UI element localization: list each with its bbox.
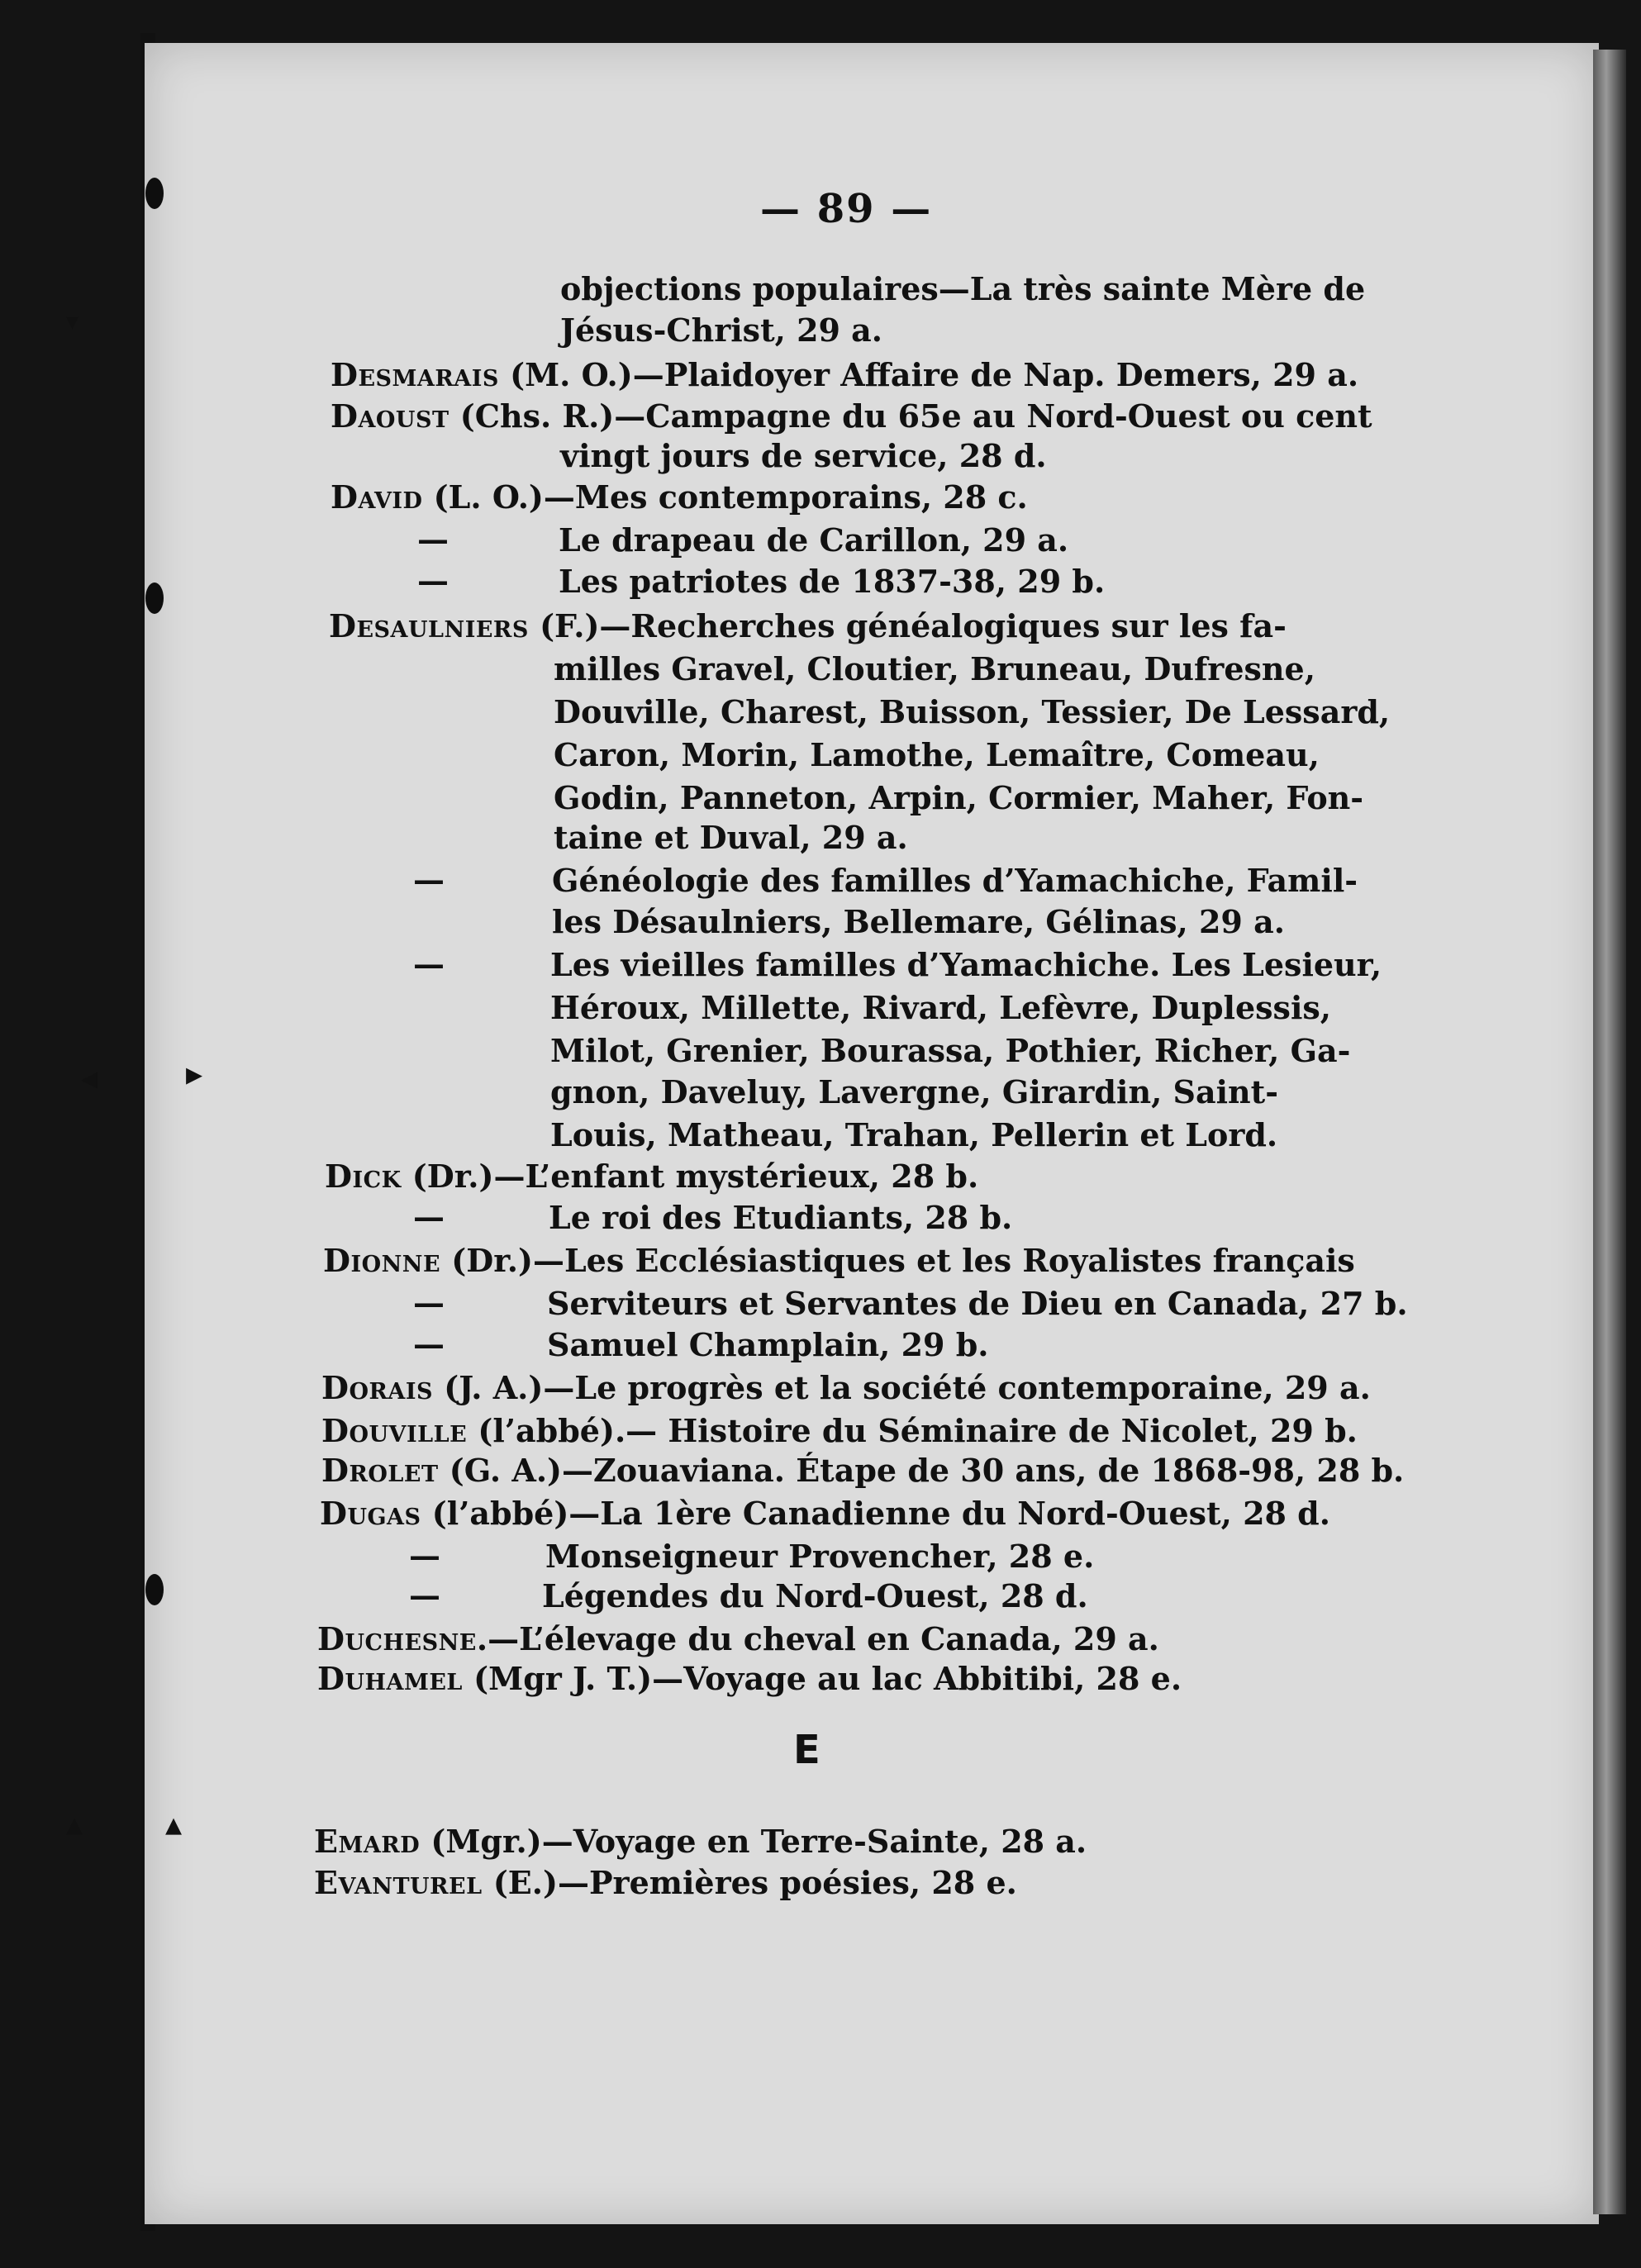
ditto-dash: —	[413, 1198, 445, 1235]
entry-line: vingt jours de service, 28 d.	[560, 437, 1047, 474]
entry-line: Drolet (G. A.)—Zouaviana. Étape de 30 ans, de 1868-98, 28 b.	[321, 1452, 1405, 1489]
entry-line: Godin, Panneton, Arpin, Cormier, Maher, Fon-	[554, 779, 1364, 816]
ink-speck: ◂	[81, 1059, 98, 1097]
ditto-dash: —	[413, 861, 445, 898]
entry-line: taine et Duval, 29 a.	[554, 819, 908, 856]
entry-line: les Désaulniers, Bellemare, Gélinas, 29 a.	[552, 903, 1285, 940]
entry-line: Généologie des familles d’Yamachiche, Famil-	[552, 862, 1358, 899]
ditto-dash: —	[413, 1325, 445, 1362]
entry-line: Louis, Matheau, Trahan, Pellerin et Lord.	[550, 1116, 1278, 1153]
ditto-dash: —	[409, 1537, 440, 1574]
entry-line: Le drapeau de Carillon, 29 a.	[559, 521, 1069, 559]
entry-line: gnon, Daveluy, Lavergne, Girardin, Saint-	[550, 1073, 1278, 1110]
entry-line: Evanturel (E.)—Premières poésies, 28 e.	[314, 1864, 1017, 1901]
entry-line: Daoust (Chs. R.)—Campagne du 65e au Nord-Ouest ou cent	[331, 397, 1372, 435]
entry-line: Duhamel (Mgr J. T.)—Voyage au lac Abbitibi, 28 e.	[317, 1660, 1182, 1697]
entry-line: Desaulniers (F.)—Recherches généalogiques sur les fa-	[329, 607, 1287, 644]
entry-line: Emard (Mgr.)—Voyage en Terre-Sainte, 28 a.	[314, 1823, 1087, 1860]
entry-line: Douville, Charest, Buisson, Tessier, De Lessard,	[554, 693, 1391, 730]
entry-line: Monseigneur Provencher, 28 e.	[545, 1538, 1095, 1575]
ink-speck: ▾	[66, 307, 79, 336]
ditto-dash: —	[413, 945, 445, 982]
entry-line: Le roi des Etudiants, 28 b.	[549, 1199, 1013, 1236]
entry-line: objections populaires—La très sainte Mère de	[560, 270, 1366, 307]
entry-line: Les vieilles familles d’Yamachiche. Les Lesieur,	[550, 946, 1382, 983]
entry-line: David (L. O.)—Mes contemporains, 28 c.	[331, 478, 1028, 516]
ditto-dash: —	[417, 562, 449, 599]
section-letter: E	[793, 1727, 820, 1773]
entry-line: Serviteurs et Servantes de Dieu en Canada, 27 b.	[547, 1285, 1408, 1322]
entry-line: Douville (l’abbé).— Histoire du Séminaire de Nicolet, 29 b.	[321, 1412, 1358, 1449]
entry-line: Samuel Champlain, 29 b.	[547, 1326, 989, 1363]
page-number: — 89 —	[760, 186, 933, 232]
entry-line: Légendes du Nord-Ouest, 28 d.	[542, 1577, 1088, 1614]
entry-line: Dorais (J. A.)—Le progrès et la société contemporaine, 29 a.	[321, 1369, 1371, 1406]
entry-line: Dick (Dr.)—L’enfant mystérieux, 28 b.	[325, 1158, 979, 1195]
entry-line: Duchesne.—L’élevage du cheval en Canada, 29 a.	[317, 1620, 1159, 1657]
ditto-dash: —	[417, 521, 449, 558]
entry-line: Desmarais (M. O.)—Plaidoyer Affaire de Nap. Demers, 29 a.	[331, 356, 1359, 393]
entry-line: Dionne (Dr.)—Les Ecclésiastiques et les Royalistes français	[323, 1242, 1355, 1279]
entry-line: Les patriotes de 1837-38, 29 b.	[559, 563, 1106, 600]
ink-speck: ▴	[165, 1805, 183, 1843]
entry-line: Jésus-Christ, 29 a.	[560, 311, 883, 349]
ditto-dash: —	[409, 1576, 440, 1614]
entry-line: Caron, Morin, Lamothe, Lemaître, Comeau,	[554, 736, 1320, 773]
entry-line: Héroux, Millette, Rivard, Lefèvre, Duplessis,	[550, 989, 1332, 1026]
entry-line: Milot, Grenier, Bourassa, Pothier, Richer, Ga-	[550, 1032, 1351, 1069]
ink-speck: ▸	[186, 1055, 203, 1093]
entry-line: milles Gravel, Cloutier, Bruneau, Dufresne,	[554, 650, 1315, 687]
entry-line: Dugas (l’abbé)—La 1ère Canadienne du Nord-Ouest, 28 d.	[320, 1495, 1330, 1532]
ink-speck: ▴	[66, 1805, 83, 1843]
ditto-dash: —	[413, 1284, 445, 1321]
